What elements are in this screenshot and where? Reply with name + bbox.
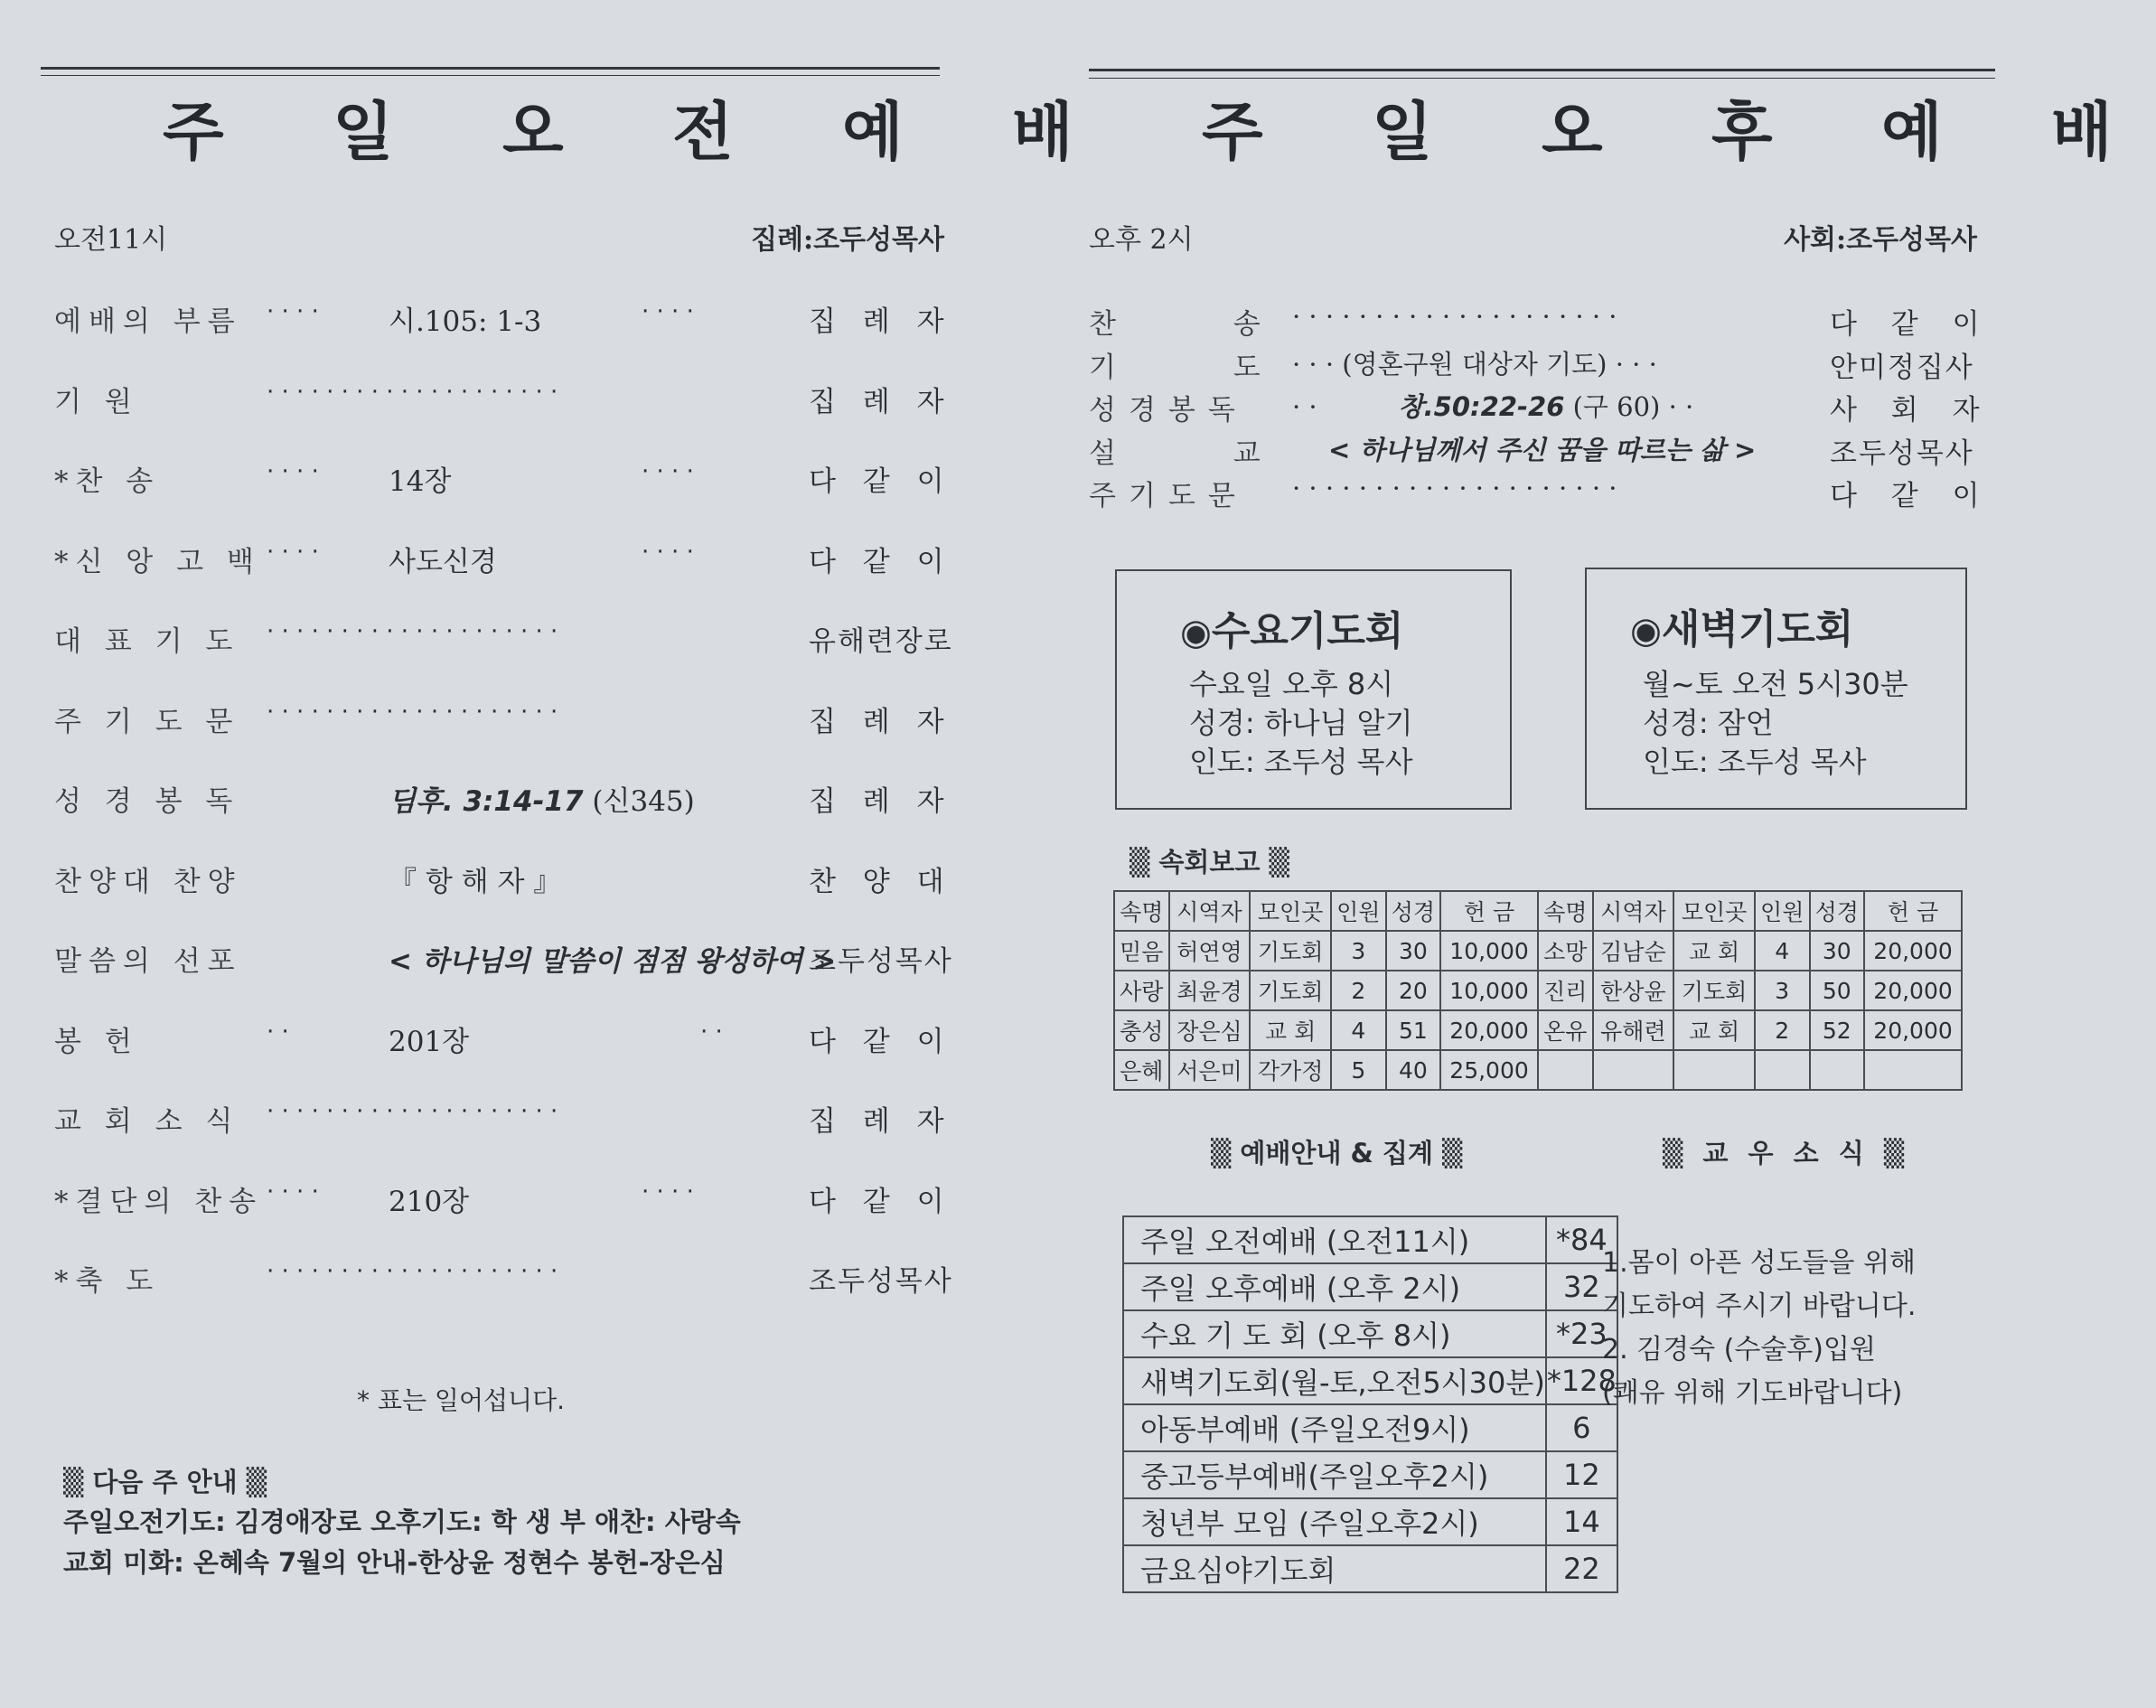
order-person: 조두성목사 [809,1265,953,1298]
order-person: 유해련장로 [809,625,953,658]
news-line: 2. 김경숙 (수술후)입원 [1602,1334,1876,1365]
table-cell: 3 [1755,971,1810,1010]
attendance-count: *128 [1546,1357,1617,1404]
order-content-bold: 창.50:22-26 [1398,391,1565,422]
table-row [1123,1357,1617,1404]
header-cell: 모인곳 [1673,891,1755,931]
service-leader: 집례:조두성목사 [751,224,944,256]
dot-leader: · · · · · · · · · · · · · · · · · · · · [267,378,558,406]
attendance-label: 주일 오전예배 (오전11시) [1123,1216,1546,1263]
table-cell: 허연영 [1169,931,1251,971]
order-person: 집 례 자 [809,1105,953,1138]
order-item: 주 기 도 문 [54,705,240,738]
bullet-icon: ◉ [1180,612,1212,653]
table-cell: 20,000 [1440,1010,1538,1050]
dawn-prayer-box [1585,568,1967,810]
attendance-count: 32 [1546,1263,1617,1310]
attendance-label: 중고등부예배(주일오후2시) [1123,1451,1546,1498]
order-person: 안미정집사 [1830,351,1974,384]
table-cell: 2 [1755,1010,1810,1050]
top-rule [1089,69,1995,71]
header-cell: 헌 금 [1440,891,1538,931]
box-line: 인도: 조두성 목사 [1643,745,1867,779]
table-row [1123,1216,1617,1263]
order-item: *축 도 [54,1265,161,1298]
dot-leader: · · · · · · · · · · · · · · · · · · · · [267,1258,558,1285]
table-cell: 교 회 [1250,1010,1331,1050]
order-item: 찬양대 찬양 [54,865,242,898]
table-row [1114,1050,1962,1090]
order-item: 기 도 [1089,351,1315,384]
next-week-heading: ▒ 다음 주 안내 ▒ [63,1467,267,1497]
table-row [1123,1310,1617,1357]
dot-leader: · · · · [267,458,319,485]
order-content [389,778,695,819]
news-line: (쾌유 위해 기도바랍니다) [1602,1377,1903,1409]
dot-leader: · · · · · · · · · · · · · · · · · · · · [267,1098,558,1125]
table-cell: 서은미 [1169,1050,1251,1090]
table-cell: 10,000 [1440,971,1538,1010]
order-person: 다 같 이 [809,1185,953,1218]
table-cell: 50 [1810,971,1865,1010]
table-cell: 51 [1386,1010,1441,1050]
order-person: 다 같 이 [1830,480,1992,512]
attendance-count: *84 [1546,1216,1617,1263]
bullet-icon: ◉ [1630,610,1662,652]
table-cell: 최윤경 [1169,971,1251,1010]
table-cell: 소망 [1538,931,1593,971]
order-item: *결단의 찬송 [54,1185,264,1218]
header-cell: 헌 금 [1864,891,1962,931]
afternoon-service-page [1066,0,2156,1708]
order-content [1292,344,1657,381]
order-content-text: 210장 [389,1185,470,1218]
attendance-label: 금요심야기도회 [1123,1545,1546,1592]
standing-note: * 표는 일어섭니다. [357,1385,566,1415]
table-cell: 20 [1386,971,1441,1010]
table-cell: 충성 [1114,1010,1169,1050]
order-content-text: 시.105: 1-3 [389,305,542,338]
order-content-bold: < 하나님께서 주신 꿈을 따르는 삶 > [1328,434,1757,465]
table-cell [1673,1050,1755,1090]
attendance-count: 14 [1546,1498,1617,1545]
dawn-heading: ◉새벽기도회 [1630,606,1854,652]
top-rule-thin [1089,78,1995,79]
order-content [389,298,541,339]
header-cell: 인원 [1331,891,1386,931]
header-cell: 시역자 [1169,891,1251,931]
order-content-text: · · · (영혼구원 대상자 기도) · · · [1292,348,1657,380]
dot-leader: · · · · [642,458,694,485]
next-week-line: 주일오전기도: 김경애장로 오후기도: 학 생 부 애찬: 사랑속 [63,1506,741,1537]
table-header-row [1114,891,1962,931]
header-cell: 모인곳 [1250,891,1331,931]
table-cell: 30 [1810,931,1865,971]
order-item: 기 원 [54,385,139,418]
table-cell: 진리 [1538,971,1593,1010]
table-cell: 40 [1386,1050,1441,1090]
dot-leader: · · · · [267,298,319,325]
attendance-count: 6 [1546,1404,1617,1451]
table-cell: 교 회 [1673,1010,1755,1050]
table-cell: 52 [1810,1010,1865,1050]
header-cell: 속명 [1538,891,1593,931]
order-person: 조두성목사 [809,945,953,978]
order-content-text: 201장 [389,1025,470,1058]
table-row [1123,1263,1617,1310]
order-item: 교 회 소 식 [54,1105,240,1138]
dot-leader: · · · · [642,298,694,325]
order-content [1292,473,1617,503]
order-content-text: (구 60) · · [1564,391,1694,422]
order-item: *신 앙 고 백 [54,545,261,578]
header-cell: 시역자 [1593,891,1674,931]
table-cell: 기도회 [1250,971,1331,1010]
table-cell: 3 [1331,931,1386,971]
order-person: 사 회 자 [1830,394,1992,427]
table-cell: 기도회 [1250,931,1331,971]
table-cell: 장은심 [1169,1010,1251,1050]
attendance-label: 수요 기 도 회 (오후 8시) [1123,1310,1546,1357]
box-line: 성경: 하나님 알기 [1189,706,1413,740]
table-cell: 교 회 [1673,931,1755,971]
order-item: 설 교 [1089,436,1315,470]
attendance-heading: ▒ 예배안내 & 집계 ▒ [1211,1138,1463,1168]
order-item: 성경봉독 [1089,394,1248,427]
dot-leader: · · [1292,391,1317,422]
page-title: 주 일 오 전 예 배 [163,94,1117,169]
table-cell: 2 [1331,971,1386,1010]
order-person: 조두성목사 [1830,436,1974,470]
box-line: 월~토 오전 5시30분 [1643,667,1908,701]
table-cell [1810,1050,1865,1090]
order-content-bold: < 하나님의 말씀이 점점 왕성하여 > [389,945,837,978]
order-item: 봉 헌 [54,1025,139,1058]
order-content [389,938,836,979]
table-cell [1755,1050,1810,1090]
order-item: 말씀의 선포 [54,945,242,978]
order-content [1292,430,1756,467]
table-cell: 믿음 [1114,931,1169,971]
attendance-count: 12 [1546,1451,1617,1498]
table-cell: 20,000 [1864,1010,1962,1050]
dot-leader: · · [700,1018,723,1046]
table-row [1123,1404,1617,1451]
table-cell: 은혜 [1114,1050,1169,1090]
service-time: 오후 2시 [1089,224,1194,256]
order-person: 집 례 자 [809,785,953,818]
box-line: 인도: 조두성 목사 [1189,745,1413,779]
order-content-text: 『 항 해 자 』 [389,865,562,898]
header-cell: 성경 [1386,891,1441,931]
cell-report-table [1113,890,1963,1091]
order-content-text: 14장 [389,465,452,498]
cell-report-heading: ▒ 속회보고 ▒ [1130,847,1289,877]
table-cell: 기도회 [1673,971,1755,1010]
table-cell: 5 [1331,1050,1386,1090]
header-cell: 속명 [1114,891,1169,931]
dot-leader: · · · · [267,1178,319,1206]
table-cell [1864,1050,1962,1090]
table-cell: 4 [1755,931,1810,971]
news-line: 1.몸이 아픈 성도들을 위해 [1602,1247,1917,1279]
order-item: 성 경 봉 독 [54,785,240,818]
order-content [389,859,561,899]
top-rule-thin [41,75,940,76]
table-cell: 사랑 [1114,971,1169,1010]
attendance-label: 주일 오후예배 (오후 2시) [1123,1263,1546,1310]
order-person: 다 같 이 [809,1025,953,1058]
order-content-text: · · · · · · · · · · · · · · · · · · · · [1292,301,1617,332]
table-row [1114,971,1962,1010]
order-item: 주기도문 [1089,480,1248,512]
service-time: 오전11시 [54,224,168,256]
wednesday-prayer-box [1115,569,1512,810]
order-person: 집 례 자 [809,305,953,338]
table-cell: 20,000 [1864,931,1962,971]
top-rule [41,67,940,70]
order-content [1292,387,1693,424]
table-cell: 각가정 [1250,1050,1331,1090]
table-row [1114,1010,1962,1050]
order-content [1292,301,1617,332]
order-person: 다 같 이 [809,545,953,578]
order-content-bold: 딤후. 3:14-17 [389,785,584,818]
order-content [389,458,451,499]
news-heading: ▒ 교 우 소 식 ▒ [1663,1138,1910,1168]
attendance-label: 새벽기도회(월-토,오전5시30분) [1123,1357,1546,1404]
table-row [1123,1498,1617,1545]
table-cell: 한상윤 [1593,971,1674,1010]
dot-leader: · · · · · · · · · · · · · · · · · · · · [267,618,558,645]
header-cell: 성경 [1810,891,1865,931]
order-content [389,1018,469,1059]
table-cell: 온유 [1538,1010,1593,1050]
dot-leader: · · · · · · · · · · · · · · · · · · · · [267,698,558,726]
order-person: 집 례 자 [809,705,953,738]
table-cell: 30 [1386,931,1441,971]
news-line: 기도하여 주시기 바랍니다. [1602,1290,1917,1322]
order-person: 찬 양 대 [809,865,953,898]
table-row [1123,1451,1617,1498]
table-cell: 유해련 [1593,1010,1674,1050]
table-cell: 20,000 [1864,971,1962,1010]
order-content [389,539,497,579]
attendance-table [1122,1215,1618,1593]
attendance-label: 청년부 모임 (주일오후2시) [1123,1498,1546,1545]
service-leader: 사회:조두성목사 [1784,224,1977,256]
order-item: 예배의 부름 [54,305,242,338]
dot-leader: · · · · [642,538,694,566]
header-cell: 인원 [1755,891,1810,931]
order-content-text: · · · · · · · · · · · · · · · · · · · · [1292,473,1617,503]
attendance-label: 아동부예배 (주일오전9시) [1123,1404,1546,1451]
page-title: 주 일 오 후 예 배 [1202,94,2156,169]
attendance-count: *23 [1546,1310,1617,1357]
next-week-line: 교회 미화: 온혜속 7월의 안내-한상윤 정현수 봉헌-장은심 [63,1547,726,1578]
table-cell: 김남순 [1593,931,1674,971]
order-content-text: 사도신경 [389,545,497,578]
order-item: 대 표 기 도 [54,625,240,658]
attendance-count: 22 [1546,1545,1617,1592]
table-cell [1538,1050,1593,1090]
box-line: 성경: 잠언 [1643,706,1774,740]
table-row [1114,931,1962,971]
order-item: 찬 송 [1089,308,1315,341]
table-row [1123,1545,1617,1592]
order-person: 다 같 이 [809,465,953,498]
dot-leader: · · [267,1018,289,1046]
order-person: 집 례 자 [809,385,953,418]
table-cell: 4 [1331,1010,1386,1050]
wednesday-heading: ◉수요기도회 [1180,608,1404,654]
dot-leader: · · · · [267,538,319,566]
dot-leader: · · · · [642,1178,694,1206]
order-content [389,1178,469,1219]
table-cell [1593,1050,1674,1090]
table-cell: 10,000 [1440,931,1538,971]
order-item: *찬 송 [54,465,161,498]
table-cell: 25,000 [1440,1050,1538,1090]
order-person: 다 같 이 [1830,308,1992,341]
order-content-text: (신345) [583,785,695,818]
box-line: 수요일 오후 8시 [1189,667,1394,701]
